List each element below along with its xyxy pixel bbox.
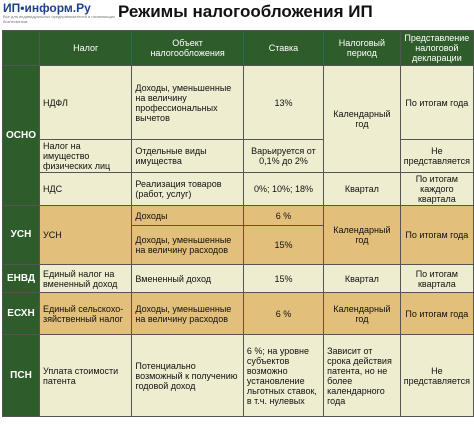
tax-cell: Единый сельскохо-зяйственный налог <box>40 293 132 335</box>
table-header-row <box>3 31 474 66</box>
tax-cell: Налог на имущество физических лиц <box>40 140 132 173</box>
object-cell: Доходы, уменьшенные на величину расходов <box>132 293 243 335</box>
regime-label-psn: ПСН <box>3 335 40 417</box>
table-row <box>3 140 474 173</box>
object-cell: Реализация товаров (работ, услуг) <box>132 173 243 206</box>
object-cell: Доходы, уменьшенные на величину профессиональных вычетов <box>132 66 243 140</box>
rate-cell: 0%; 10%; 18% <box>243 173 323 206</box>
table-row <box>3 265 474 293</box>
rate-cell: 15% <box>243 265 323 293</box>
tax-cell: Уплата стоимости патента <box>40 335 132 417</box>
object-cell: Вмененный доход <box>132 265 243 293</box>
period-cell: Квартал <box>324 173 401 206</box>
header-cell-tax: Налог <box>40 31 132 66</box>
header <box>0 0 474 26</box>
tax-regimes-table <box>2 30 474 417</box>
table-row <box>3 173 474 206</box>
declaration-cell: По итогам года <box>400 293 473 335</box>
declaration-cell: По итогам каждого квартала <box>400 173 473 206</box>
table-row <box>3 293 474 335</box>
header-cell-rate: Ставка <box>243 31 323 66</box>
object-cell: Доходы <box>132 206 243 226</box>
table-row <box>3 206 474 226</box>
object-cell: Доходы, уменьшенные на величину расходов <box>132 226 243 265</box>
regime-label-eshn: ЕСХН <box>3 293 40 335</box>
header-cell-regime <box>3 31 40 66</box>
rate-cell: 6 %; на уровне субъектов возможно установление льготных ставок, в т.ч. нулевых <box>243 335 323 417</box>
header-cell-declaration: Представление налоговой декларации <box>400 31 473 66</box>
logo-subtitle: Все для индивидуальных предпринимателей и начинающих бизнесменов <box>3 15 115 24</box>
period-cell: Календарный год <box>324 206 401 265</box>
logo[interactable] <box>3 1 115 25</box>
rate-cell: 15% <box>243 226 323 265</box>
declaration-cell: По итогам квартала <box>400 265 473 293</box>
table-row <box>3 335 474 417</box>
declaration-cell: По итогам года <box>400 66 473 140</box>
period-cell: Календарный год <box>324 66 401 173</box>
rate-cell: 13% <box>243 66 323 140</box>
regime-label-usn: УСН <box>3 206 40 265</box>
logo-text: ИП•информ.Ру <box>3 1 91 15</box>
period-cell: Квартал <box>324 265 401 293</box>
object-cell: Отдельные виды имущества <box>132 140 243 173</box>
declaration-cell: Не представляется <box>400 335 473 417</box>
rate-cell: 6 % <box>243 293 323 335</box>
tax-cell: УСН <box>40 206 132 265</box>
tax-cell: НДС <box>40 173 132 206</box>
declaration-cell: Не представляется <box>400 140 473 173</box>
page-title: Режимы налогообложения ИП <box>118 2 373 21</box>
header-cell-period: Налоговый период <box>324 31 401 66</box>
regime-label-osno: ОСНО <box>3 66 40 206</box>
object-cell: Потенциально возможный к получению годовой доход <box>132 335 243 417</box>
header-cell-object: Объект налогообложения <box>132 31 243 66</box>
period-cell: Зависит от срока действия патента, но не более календарного года <box>324 335 401 417</box>
tax-cell: Единый налог на вмененный доход <box>40 265 132 293</box>
regime-label-envd: ЕНВД <box>3 265 40 293</box>
rate-cell: Варьируется от 0,1% до 2% <box>243 140 323 173</box>
tax-cell: НДФЛ <box>40 66 132 140</box>
table-row <box>3 66 474 140</box>
period-cell: Календарный год <box>324 293 401 335</box>
rate-cell: 6 % <box>243 206 323 226</box>
declaration-cell: По итогам года <box>400 206 473 265</box>
